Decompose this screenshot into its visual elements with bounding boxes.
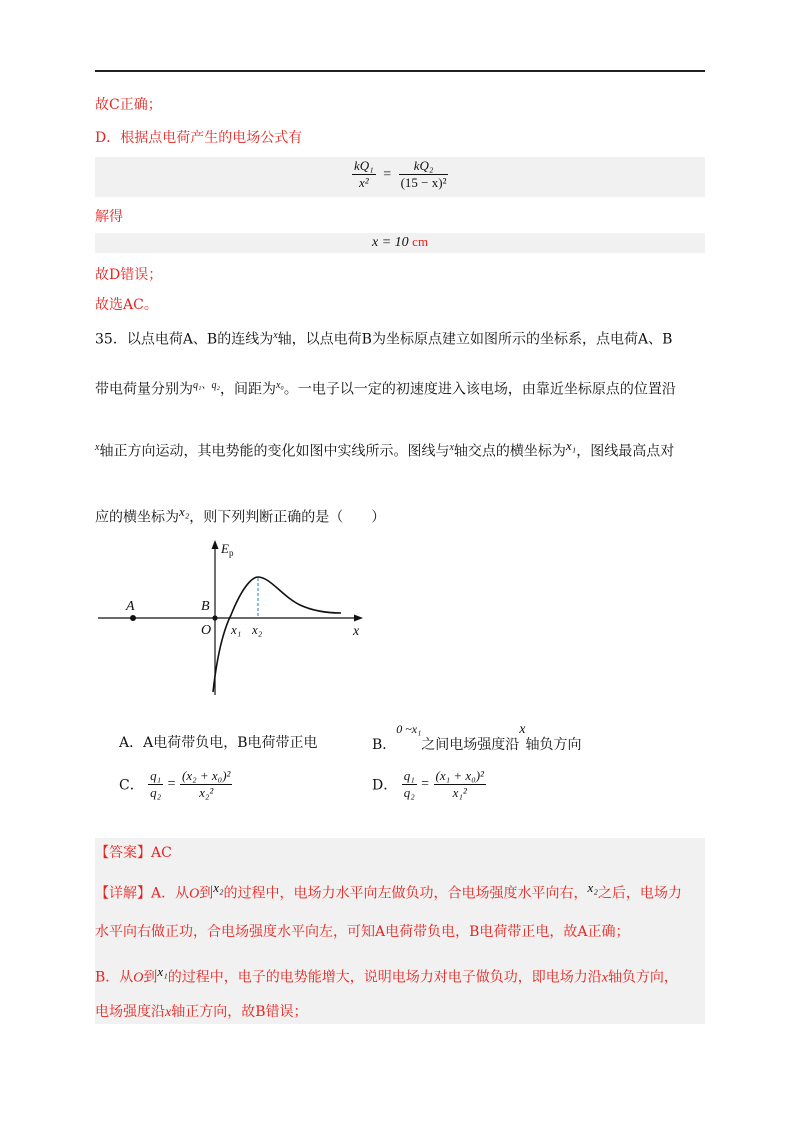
x-axis-arrow	[354, 615, 363, 622]
option-b: B．0 ~x₁之间电场强度沿x轴负方向	[372, 722, 582, 753]
equation-field: $\frac{\text{kQ₁}}{\text{x²}}$ = $\frac{\text{kQ₂}}{\text{(15 − x)²}}$	[354, 158, 447, 190]
question-line-1: 35．以点电荷A、B的连线为$^x$轴，以点电荷B为坐标原点建立如图所示的坐标系，点电荷A、B	[95, 330, 673, 348]
option-d: D． $\frac{\text{q₁}}{\text{q₂}}$ = $\frac{\text{(x₁ + x₀)²}}{\text{x₁²}}$	[372, 768, 484, 800]
detail-line-3: B．从O到x₁的过程中，电子的电势能增大，说明电场力对电子做负功，即电场力沿x轴负方向，	[95, 964, 678, 986]
option-d-left-fraction: $\frac{\text{q₁}}{\text{q₂}}$	[403, 768, 415, 800]
charge-a-dot	[130, 615, 136, 621]
label-x-axis: x	[353, 624, 360, 639]
text-d-wrong: 故D错误；	[95, 267, 163, 283]
detail-line-2: 水平向右做正功，合电场强度水平向左，可知A电荷带负电，B电荷带正电，故A正确；	[95, 924, 630, 940]
label-a: A	[126, 599, 135, 614]
question-line-2: 带电荷量分别为$^{q_1、q_2}$，间距为$^{x_0}$。一电子以一定的初速度进入该电场，由靠近坐标原点的位置沿	[95, 380, 676, 398]
solution-x: x = 10 cm	[372, 234, 429, 250]
option-c-left-fraction: $\frac{\text{q₁}}{\text{q₂}}$	[150, 768, 162, 800]
label-x1: x₁	[231, 622, 242, 637]
text-d-formula-intro: D．根据点电荷产生的电场公式有	[95, 130, 303, 146]
label-b: B	[201, 599, 210, 614]
detail-line-4: 电场强度沿x轴正方向，故B错误；	[95, 1004, 308, 1020]
label-x2: x₂	[252, 622, 263, 637]
text-c-correct: 故C正确；	[95, 97, 162, 113]
option-a: A．A电荷带负电，B电荷带正电	[119, 735, 318, 751]
label-o: O	[201, 623, 212, 638]
energy-diagram	[95, 535, 375, 700]
text-solve: 解得	[95, 209, 123, 225]
text-choose-ac: 故选AC。	[95, 297, 158, 313]
header-rule	[95, 70, 705, 72]
option-c: C． $\frac{\text{q₁}}{\text{q₂}}$ = $\frac{\text{(x₂ + x₀)²}}{\text{x₂²}}$	[119, 768, 231, 800]
question-line-4: 应的横坐标为x₂，则下列判断正确的是（ ）	[95, 504, 386, 526]
answer-label: 【答案】AC	[95, 845, 172, 861]
fraction-right: $\frac{\text{kQ₂}}{\text{(15 − x)²}}$	[400, 158, 447, 190]
y-axis-arrow	[212, 540, 219, 549]
fraction-left: $\frac{\text{kQ₁}}{\text{x²}}$	[354, 158, 374, 190]
option-c-right-fraction: $\frac{\text{(x₂ + x₀)²}}{\text{x₂²}}$	[182, 768, 231, 800]
ep-label: $E_p$	[221, 541, 234, 558]
charge-b-dot	[212, 615, 217, 620]
option-d-right-fraction: $\frac{\text{(x₁ + x₀)²}}{\text{x₁²}}$	[435, 768, 484, 800]
question-line-3: $^x$轴正方向运动，其电势能的变化如图中实线所示。图线与$^x$轴交点的横坐标为x₁，图线最高点对	[95, 438, 675, 460]
detail-line-1: 【详解】A．从O到x₂的过程中，电场力水平向左做负功，合电场强度水平向右，x₂之后，电场力	[95, 880, 682, 902]
